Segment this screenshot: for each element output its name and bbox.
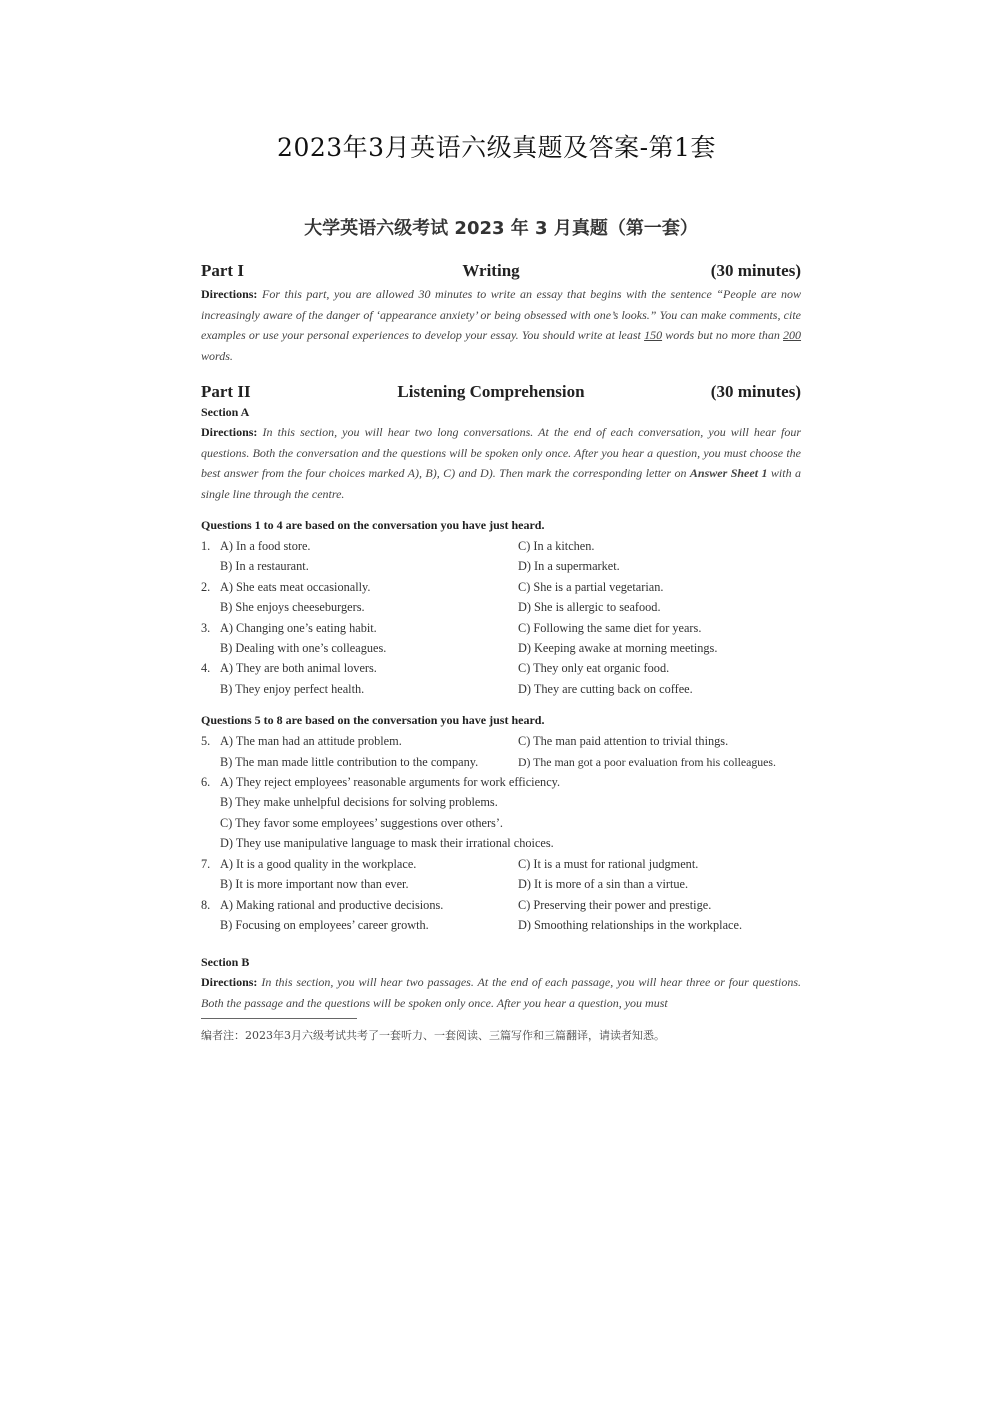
question-number: 8. xyxy=(201,897,211,912)
question-number: 4. xyxy=(201,661,211,676)
directions-text: In this section, you will hear two long conversations. At the end of each conversation, you will hear four questions. Both the conversation and the questions will be spoken only once. After you hear a question, you must choose the best answer from the four choices marked A), B), C) and D). Then mark the corresponding letter on xyxy=(201,425,802,480)
question-2-row-2 xyxy=(201,597,801,617)
option-a: A) They reject employees’ reasonable arguments for work efficiency. xyxy=(220,775,561,790)
question-6-row-3 xyxy=(201,813,801,833)
option-c: C) In a kitchen. xyxy=(518,539,595,553)
section-b-label: Section B xyxy=(201,955,250,970)
section-b-directions xyxy=(201,972,801,1013)
question-group-1-heading: Questions 1 to 4 are based on the conversation you have just heard. xyxy=(201,518,545,532)
question-3-row-2 xyxy=(201,638,801,658)
option-c: C) Preserving their power and prestige. xyxy=(518,897,712,912)
part1-title: Writing xyxy=(462,261,520,280)
question-number: 1. xyxy=(201,539,211,553)
option-d: D) They use manipulative language to mask their irrational choices. xyxy=(220,836,554,851)
option-c: C) She is a partial vegetarian. xyxy=(518,579,664,594)
question-number: 3. xyxy=(201,620,211,635)
option-d: D) In a supermarket. xyxy=(518,559,620,574)
option-d: D) Smoothing relationships in the workplace. xyxy=(518,917,743,932)
part2-header xyxy=(201,382,801,402)
part1-time: (30 minutes) xyxy=(710,261,801,280)
option-c: C) They favor some employees’ suggestions over others’. xyxy=(220,815,503,830)
option-b: B) They make unhelpful decisions for solving problems. xyxy=(220,795,498,810)
option-c: C) The man paid attention to trivial things. xyxy=(518,734,729,749)
directions-label: Directions: xyxy=(201,975,258,990)
part2-time: (30 minutes) xyxy=(710,382,801,401)
question-number: 5. xyxy=(201,734,211,749)
question-number: 2. xyxy=(201,579,211,594)
answer-sheet-label: Answer Sheet 1 xyxy=(689,466,768,480)
option-b: B) In a restaurant. xyxy=(220,559,309,574)
section-a-label: Section A xyxy=(201,405,250,419)
part2-label: Part II xyxy=(201,382,251,401)
option-d: D) They are cutting back on coffee. xyxy=(518,681,693,696)
option-b: B) She enjoys cheeseburgers. xyxy=(220,600,365,615)
question-6 xyxy=(201,772,801,792)
section-a-directions xyxy=(201,422,801,504)
question-5 xyxy=(201,731,801,751)
option-a: A) They are both animal lovers. xyxy=(220,661,377,676)
question-3 xyxy=(201,618,801,638)
option-b: B) Focusing on employees’ career growth. xyxy=(220,917,429,932)
question-number: 6. xyxy=(201,775,211,790)
exam-page-scan xyxy=(201,214,801,1013)
option-b: B) Dealing with one’s colleagues. xyxy=(220,641,387,656)
option-b: B) The man made little contribution to the company. xyxy=(220,754,479,769)
min-words: 150 xyxy=(644,328,663,342)
question-7 xyxy=(201,854,801,874)
question-2 xyxy=(201,577,801,597)
option-d: D) She is allergic to seafood. xyxy=(518,600,661,615)
question-1 xyxy=(201,536,801,556)
paper-title: 大学英语六级考试 2023 年 3 月真题（第一套） xyxy=(304,218,698,239)
part1-label: Part I xyxy=(201,261,244,280)
option-b: B) They enjoy perfect health. xyxy=(220,681,365,696)
option-c: C) It is a must for rational judgment. xyxy=(518,856,699,871)
part1-directions xyxy=(201,284,801,366)
question-8-row-2 xyxy=(201,915,801,935)
directions-text: words. xyxy=(201,348,233,363)
editor-footnote: 编者注：2023年3月六级考试共考了一套听力、一套阅读、三篇写作和三篇翻译，请读者知悉。 xyxy=(201,1029,665,1042)
question-1-row-2 xyxy=(201,556,801,576)
option-a: A) It is a good quality in the workplace. xyxy=(220,856,417,871)
question-number: 7. xyxy=(201,856,211,871)
directions-text: words but no more than xyxy=(665,328,780,342)
option-c: C) Following the same diet for years. xyxy=(518,620,702,635)
directions-text: with a single line through the centre. xyxy=(201,466,802,501)
footnote-divider xyxy=(201,1018,357,1019)
option-a: A) Changing one’s eating habit. xyxy=(220,620,377,635)
option-a: A) In a food store. xyxy=(220,539,311,553)
max-words: 200 xyxy=(783,328,802,342)
question-6-row-4 xyxy=(201,833,801,853)
question-6-row-2 xyxy=(201,792,801,812)
option-b: B) It is more important now than ever. xyxy=(220,877,409,892)
question-group-2-heading: Questions 5 to 8 are based on the conversation you have just heard. xyxy=(201,713,545,728)
option-c: C) They only eat organic food. xyxy=(518,661,670,676)
option-a: A) The man had an attitude problem. xyxy=(220,734,402,749)
directions-label: Directions: xyxy=(201,287,258,301)
question-4-row-2 xyxy=(201,679,801,699)
option-d: D) It is more of a sin than a virtue. xyxy=(518,877,689,892)
question-8 xyxy=(201,895,801,915)
option-a: A) She eats meat occasionally. xyxy=(220,579,371,594)
directions-label: Directions: xyxy=(201,425,258,439)
question-7-row-2 xyxy=(201,874,801,894)
directions-text: In this section, you will hear two passages. At the end of each passage, you will hear three or four questions. Both the passage and the questions will be spoken only once. After you hear a question, you must xyxy=(201,975,801,1010)
option-a: A) Making rational and productive decisions. xyxy=(220,897,444,912)
question-5-row-2 xyxy=(201,752,801,772)
option-d: D) The man got a poor evaluation from his colleagues. xyxy=(518,754,776,769)
directions-text: For this part, you are allowed 30 minutes to write an essay that begins with the sentence “People are now increasingly aware of the danger of ‘appearance anxiety’ or being obsessed with one’s looks.” You can make comments, cite examples or use your personal experiences to develop your essay. You should write at least xyxy=(201,287,801,342)
question-4 xyxy=(201,658,801,678)
option-d: D) Keeping awake at morning meetings. xyxy=(518,641,718,656)
document-title: 2023年3月英语六级真题及答案-第1套 xyxy=(277,133,716,162)
part1-header xyxy=(201,261,801,281)
part2-title: Listening Comprehension xyxy=(397,382,585,401)
